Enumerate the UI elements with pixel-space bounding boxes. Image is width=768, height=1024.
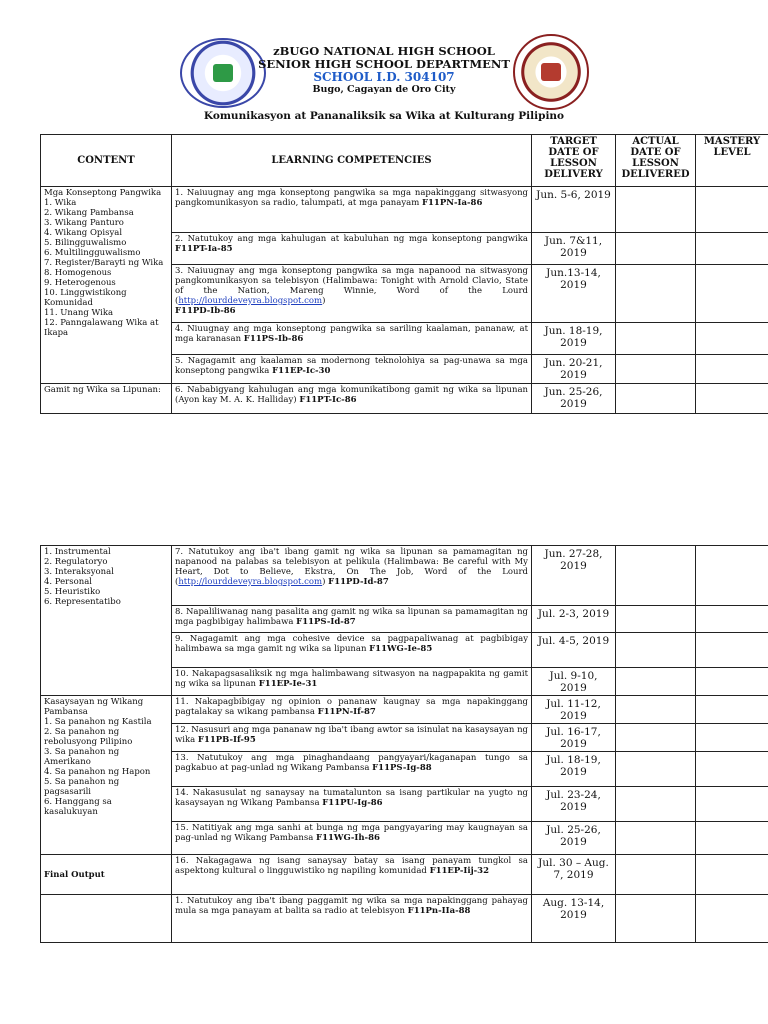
competency-cell: 11. Nakapagbibigay ng opinion o pananaw kaugnay sa mga napakinggang pagtalakay sa wikang pambansa F11PN-If-87 xyxy=(172,696,532,724)
mastery-cell xyxy=(696,606,768,633)
header-target-date: TARGET DATE OF LESSON DELIVERY xyxy=(532,135,616,187)
table-header-row xyxy=(41,135,768,187)
content-functions: 1. Instrumental 2. Regulatoryo 3. Interaksyonal 4. Personal 5. Heuristiko 6. Representatibo xyxy=(41,546,172,696)
target-date-cell: Jun. 27-28, 2019 xyxy=(532,546,616,606)
target-date-cell: Jul. 16-17, 2019 xyxy=(532,724,616,752)
competency-cell: 5. Nagagamit ang kaalaman sa modernong teknolohiya sa pag-unawa sa mga konseptong pangwika F11EP-Ic-30 xyxy=(172,355,532,384)
competency-cell: 6. Nababigyang kahulugan ang mga komunikatibong gamit ng wika sa lipunan (Ayon kay M. A. K. Halliday) F11PT-Ic-86 xyxy=(172,384,532,414)
actual-date-cell xyxy=(616,822,696,855)
mastery-cell xyxy=(696,855,768,895)
competency-cell: 1. Naiuugnay ang mga konseptong pangwika sa mga napakinggang sitwasyong pangkomunikasyon sa radio, talumpati, at mga panayam F11PN-Ia-86 xyxy=(172,187,532,233)
curriculum-table-1 xyxy=(40,134,768,414)
content-language-use: Gamit ng Wika sa Lipunan: xyxy=(41,384,172,414)
competency-cell: 3. Naiuugnay ang mga konseptong pangwika sa mga napanood na sitwasyong pangkomunikasyon sa telebisyon (Halimbawa: Tonight with Arnold Clavio, State of the Nation, Mareng Winnie, Word of the Lourd (http://lourddeveyra.blogspot.com) F11PD-Ib-86 xyxy=(172,265,532,323)
target-date-cell: Aug. 13-14, 2019 xyxy=(532,895,616,943)
competency-cell: 14. Nakasusulat ng sanaysay na tumatalunton sa isang partikular na yugto ng kasaysayan ng Wikang Pambansa F11PU-Ig-86 xyxy=(172,787,532,822)
table-row xyxy=(41,546,768,606)
target-date-cell: Jun. 25-26, 2019 xyxy=(532,384,616,414)
target-date-cell: Jun.13-14, 2019 xyxy=(532,265,616,323)
actual-date-cell xyxy=(616,855,696,895)
blog-link[interactable]: http://lourddeveyra.blogspot.com xyxy=(178,577,323,587)
header-competencies: LEARNING COMPETENCIES xyxy=(172,135,532,187)
blog-link[interactable]: http://lourddeveyra.blogspot.com xyxy=(178,296,323,306)
mastery-cell xyxy=(696,187,768,233)
competency-cell: 10. Nakapagsasaliksik ng mga halimbawang sitwasyon na nagpapakita ng gamit ng wika sa lipunan F11EP-Ie-31 xyxy=(172,668,532,696)
mastery-cell xyxy=(696,323,768,355)
department-name: SENIOR HIGH SCHOOL DEPARTMENT xyxy=(258,57,510,71)
target-date-cell: Jul. 4-5, 2019 xyxy=(532,633,616,668)
actual-date-cell xyxy=(616,668,696,696)
header-actual-date: ACTUAL DATE OF LESSON DELIVERED xyxy=(616,135,696,187)
actual-date-cell xyxy=(616,384,696,414)
actual-date-cell xyxy=(616,233,696,265)
document-header xyxy=(0,0,768,130)
competency-cell: 15. Natitiyak ang mga sanhi at bunga ng mga pangyayaring may kaugnayan sa pag-unlad ng Wikang Pambansa F11WG-Ih-86 xyxy=(172,822,532,855)
competency-cell: 7. Natutukoy ang iba't ibang gamit ng wika sa lipunan sa pamamagitan ng napanood na palabas sa telebisyon at pelikula (Halimbawa: Be careful with My Heart, Dot to Believe, Ekstra, On The Job, Word of the Lourd (http://lourddeveyra.blogspot.com) F11PD-Id-87 xyxy=(172,546,532,606)
mastery-cell xyxy=(696,752,768,787)
actual-date-cell xyxy=(616,696,696,724)
school-address: Bugo, Cagayan de Oro City xyxy=(312,84,456,95)
actual-date-cell xyxy=(616,606,696,633)
competency-cell: 4. Niuugnay ang mga konseptong pangwika sa sariling kaalaman, pananaw, at mga karanasan F11PS-Ib-86 xyxy=(172,323,532,355)
curriculum-table-2 xyxy=(40,545,768,943)
school-name: zBUGO NATIONAL HIGH SCHOOL xyxy=(273,44,495,58)
mastery-cell xyxy=(696,384,768,414)
actual-date-cell xyxy=(616,787,696,822)
competency-cell: 12. Nasusuri ang mga pananaw ng iba't ibang awtor sa isinulat na kasaysayan ng wika F11PB-If-95 xyxy=(172,724,532,752)
target-date-cell: Jul. 23-24, 2019 xyxy=(532,787,616,822)
content-concepts: Mga Konseptong Pangwika 1. Wika 2. Wikang Pambansa 3. Wikang Panturo 4. Wikang Opisyal 5. Bilingguwalismo 6. Multilingguwalismo 7. Register/Barayti ng Wika 8. Homogenous 9. Heterogenous 10. Linggwistikong Komunidad 11. Unang Wika 12. Panngalawang Wika at Ikapa xyxy=(41,187,172,384)
course-title: Komunikasyon at Pananaliksik sa Wika at Kulturang Pilipino xyxy=(203,110,565,122)
target-date-cell: Jul. 25-26, 2019 xyxy=(532,822,616,855)
mastery-cell xyxy=(696,787,768,822)
content-final-output: Final Output xyxy=(41,855,172,895)
target-date-cell: Jul. 9-10, 2019 xyxy=(532,668,616,696)
mastery-cell xyxy=(696,233,768,265)
header-mastery: MASTERY LEVEL xyxy=(696,135,768,187)
table-row xyxy=(41,895,768,943)
target-date-cell: Jul. 11-12, 2019 xyxy=(532,696,616,724)
competency-cell: 16. Nakagagawa ng isang sanaysay batay sa isang panayam tungkol sa aspektong kultural o lingguwistiko ng napiling komunidad F11EP-Iij-32 xyxy=(172,855,532,895)
actual-date-cell xyxy=(616,895,696,943)
mastery-cell xyxy=(696,895,768,943)
mastery-cell xyxy=(696,668,768,696)
competency-cell: 8. Napaliliwanag nang pasalita ang gamit ng wika sa lipunan sa pamamagitan ng mga pagbibigay halimbawa F11PS-Id-87 xyxy=(172,606,532,633)
target-date-cell: Jul. 2-3, 2019 xyxy=(532,606,616,633)
mastery-cell xyxy=(696,546,768,606)
competency-cell: 13. Natutukoy ang mga pinaghandaang pangyayari/kaganapan tungo sa pagkabuo at pag-unlad ng Wikang Pambansa F11PS-Ig-88 xyxy=(172,752,532,787)
actual-date-cell xyxy=(616,546,696,606)
target-date-cell: Jun. 5-6, 2019 xyxy=(532,187,616,233)
header-content: CONTENT xyxy=(41,135,172,187)
table-row xyxy=(41,855,768,895)
table-row xyxy=(41,384,768,414)
competency-cell: 2. Natutukoy ang mga kahulugan at kabuluhan ng mga konseptong pangwika F11PT-Ia-85 xyxy=(172,233,532,265)
table-row xyxy=(41,187,768,233)
actual-date-cell xyxy=(616,633,696,668)
actual-date-cell xyxy=(616,752,696,787)
actual-date-cell xyxy=(616,187,696,233)
content-history: Kasaysayan ng Wikang Pambansa 1. Sa panahon ng Kastila 2. Sa panahon ng rebolusyong Pilipino 3. Sa panahon ng Amerikano 4. Sa panahon ng Hapon 5. Sa panahon ng pagsasarili 6. Hanggang sa kasalukuyan xyxy=(41,696,172,855)
target-date-cell: Jun. 20-21, 2019 xyxy=(532,355,616,384)
mastery-cell xyxy=(696,724,768,752)
actual-date-cell xyxy=(616,323,696,355)
mastery-cell xyxy=(696,355,768,384)
target-date-cell: Jun. 18-19, 2019 xyxy=(532,323,616,355)
target-date-cell: Jul. 30 – Aug. 7, 2019 xyxy=(532,855,616,895)
content-empty-cell xyxy=(41,895,172,943)
competency-cell: 1. Natutukoy ang iba't ibang paggamit ng wika sa mga napakinggang pahayag mula sa mga panayam at balita sa radio at telebisyon F11Pn-IIa-88 xyxy=(172,895,532,943)
mastery-cell xyxy=(696,633,768,668)
mastery-cell xyxy=(696,696,768,724)
school-id: SCHOOL I.D. 304107 xyxy=(313,70,455,84)
actual-date-cell xyxy=(616,724,696,752)
actual-date-cell xyxy=(616,355,696,384)
actual-date-cell xyxy=(616,265,696,323)
competency-cell: 9. Nagagamit ang mga cohesive device sa pagpapaliwanag at pagbibigay halimbawa sa mga gamit ng wika sa lipunan F11WG-Ie-85 xyxy=(172,633,532,668)
target-date-cell: Jul. 18-19, 2019 xyxy=(532,752,616,787)
mastery-cell xyxy=(696,822,768,855)
table-row xyxy=(41,696,768,724)
target-date-cell: Jun. 7&11, 2019 xyxy=(532,233,616,265)
mastery-cell xyxy=(696,265,768,323)
